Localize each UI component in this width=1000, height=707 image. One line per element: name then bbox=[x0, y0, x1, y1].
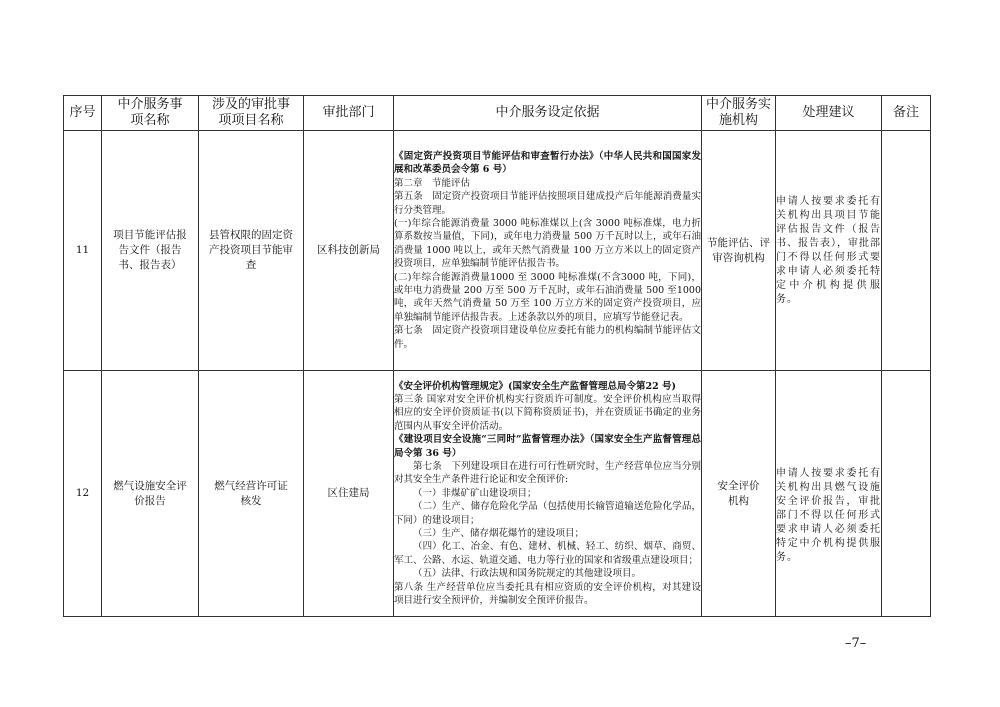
table-header-row bbox=[64, 96, 931, 131]
legal-basis bbox=[394, 131, 702, 371]
basis-paragraph: 第八条 生产经营单位应当委托具有相应资质的安全评价机构，对其建设项目进行安全预评价，并编制安全预评价报告。 bbox=[394, 581, 701, 607]
header-cell: 中介服务实施机构 bbox=[702, 96, 776, 131]
basis-paragraph: (二)年综合能源消费量1000 至 3000 吨标准煤(不含3000 吨，下同)，或年电力消费量 200 万至 500 万千瓦时，或年石油消费量 500 至1000 吨，或年天然气消费量 50 万至 100 万立方米的固定资产投资项目，应单独编制节能评估报告表。上述条款以外的项目，应填写节能登记表。 bbox=[394, 271, 701, 323]
approval-department: 区科技创新局 bbox=[304, 131, 394, 371]
basis-paragraph: 《安全评价机构管理规定》(国家安全生产监督管理总局令第22 号) bbox=[394, 380, 677, 392]
header-cell: 备注 bbox=[882, 96, 931, 131]
row-number: 12 bbox=[64, 371, 102, 617]
basis-paragraph: (一)年综合能源消费量 3000 吨标准煤以上(含 3000 吨标准煤，电力折算系数按当量值，下同)，或年电力消费量 500 万千瓦时以上，或年石油消费量 1000 吨以上，或年天然气消费量 100 万立方米以上的固定资产投资项目，应单独编制节能评估报告书。 bbox=[394, 217, 701, 270]
page-number: –7– bbox=[845, 636, 867, 651]
basis-paragraph: 第五条 固定资产投资项目节能评估按照项目建成投产后年能源消费量实行分类管理。 bbox=[394, 191, 701, 216]
basis-paragraph: 第三条 国家对安全评价机构实行资质许可制度。安全评价机构应当取得相应的安全评价资质证书(以下简称资质证书)，并在资质证书确定的业务范围内从事安全评价活动。 bbox=[394, 393, 701, 432]
remark bbox=[882, 371, 931, 617]
service-name: 燃气设施安全评价报告 bbox=[102, 371, 199, 617]
table-row bbox=[64, 371, 931, 617]
header-cell: 中介服务设定依据 bbox=[394, 96, 702, 131]
remark bbox=[882, 131, 931, 371]
legal-basis bbox=[394, 371, 702, 617]
implementing-institution: 节能评估、评审咨询机构 bbox=[702, 131, 776, 371]
implementing-institution: 安全评价机构 bbox=[702, 371, 776, 617]
basis-paragraph: 第七条 下列建设项目在进行可行性研究时，生产经营单位应当分别对其安全生产条件进行论证和安全预评价: bbox=[394, 460, 701, 486]
approval-department: 区住建局 bbox=[304, 371, 394, 617]
basis-paragraph: （一）非煤矿矿山建设项目； bbox=[413, 487, 537, 499]
approval-item: 燃气经营许可证核发 bbox=[199, 371, 304, 617]
handling-advice: 申请人按要求委托有关机构出具燃气设施安全评价报告，审批部门不得以任何形式要求申请人必须委托特定中介机构提供服务。 bbox=[776, 371, 882, 617]
row-number: 11 bbox=[64, 131, 102, 371]
basis-paragraph: （五）法律、行政法规和国务院规定的其他建设项目。 bbox=[413, 568, 642, 580]
service-name: 项目节能评估报告文件（报告书、报告表） bbox=[102, 131, 199, 371]
header-cell: 处理建议 bbox=[776, 96, 882, 131]
header-cell: 中介服务事项名称 bbox=[102, 96, 199, 131]
header-cell: 涉及的审批事项项目名称 bbox=[199, 96, 304, 131]
intermediary-services-table bbox=[63, 95, 931, 617]
approval-item: 县管权限的固定资产投资项目节能审查 bbox=[199, 131, 304, 371]
basis-paragraph: （二）生产、储存危险化学品（包括使用长输管道输送危险化学品，下同）的建设项目； bbox=[394, 501, 701, 526]
basis-paragraph: 第二章 节能评估 bbox=[394, 177, 471, 189]
basis-paragraph: 第七条 固定资产投资项目建设单位应委托有能力的机构编制节能评估文件。 bbox=[394, 325, 701, 350]
basis-paragraph: 《建设项目安全设施“三同时”监督管理办法》（国家安全生产监督管理总局令第 36 号） bbox=[394, 434, 701, 459]
basis-paragraph: （四）化工、冶金、有色、建材、机械、轻工、纺织、烟草、商贸、军工、公路、水运、轨道交通、电力等行业的国家和省级重点建设项目； bbox=[394, 541, 701, 566]
header-cell: 序号 bbox=[64, 96, 102, 131]
header-cell: 审批部门 bbox=[304, 96, 394, 131]
basis-paragraph: 《固定资产投资项目节能评估和审查暂行办法》（中华人民共和国国家发展和改革委员会令第 6 号） bbox=[394, 150, 701, 176]
handling-advice: 申请人按要求委托有关机构出具项目节能评估报告文件（报告书、报告表），审批部门不得以任何形式要求申请人必须委托特定中介机构提供服务。 bbox=[776, 131, 882, 371]
basis-paragraph: （三）生产、储存烟花爆竹的建设项目； bbox=[413, 528, 585, 540]
table-row bbox=[64, 131, 931, 371]
